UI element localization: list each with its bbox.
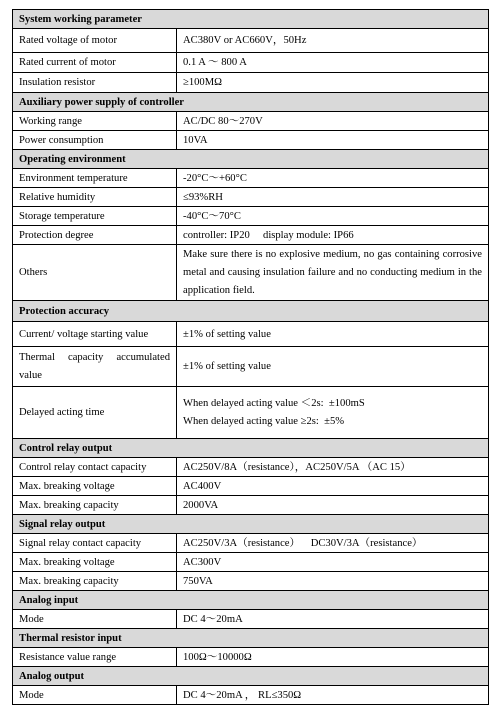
table-row (13, 245, 489, 301)
row-label: Power consumption (13, 131, 177, 150)
section-title: Analog output (13, 667, 489, 686)
table-row (13, 534, 489, 553)
section-title: Auxiliary power supply of controller (13, 93, 489, 112)
section-title: Thermal resistor input (13, 629, 489, 648)
table-row (13, 496, 489, 515)
row-label: Working range (13, 112, 177, 131)
section-header-control-relay (13, 439, 489, 458)
table-row (13, 169, 489, 188)
row-label: Max. breaking voltage (13, 553, 177, 572)
row-label: Delayed acting time (13, 387, 177, 439)
table-row (13, 226, 489, 245)
row-value: -20°C～+60°C (177, 169, 489, 188)
table-row (13, 686, 489, 705)
row-value: ≥100MΩ (177, 73, 489, 93)
row-label: Environment temperature (13, 169, 177, 188)
row-value: 0.1 A ～ 800 A (177, 53, 489, 73)
table-row (13, 322, 489, 347)
row-value: DC 4～20mA ， RL≤350Ω (177, 686, 489, 705)
row-label: Storage temperature (13, 207, 177, 226)
section-header-signal-relay (13, 515, 489, 534)
row-value: -40°C～70°C (177, 207, 489, 226)
table-row (13, 648, 489, 667)
row-label: Mode (13, 686, 177, 705)
row-value: Make sure there is no explosive medium, no gas containing corrosive metal and causing insulation failure and no conducting medium in the application field. (177, 245, 489, 301)
row-value: AC300V (177, 553, 489, 572)
table-row (13, 553, 489, 572)
row-label: Protection degree (13, 226, 177, 245)
value-line: When delayed acting value ≥2s: ±5% (183, 415, 345, 427)
section-header-accuracy (13, 301, 489, 322)
row-label: Rated current of motor (13, 53, 177, 73)
section-title: Signal relay output (13, 515, 489, 534)
row-label: Max. breaking voltage (13, 477, 177, 496)
table-row (13, 73, 489, 93)
row-value: 2000VA (177, 496, 489, 515)
table-row (13, 347, 489, 387)
value-line: When delayed acting value ＜2s: ±100mS (183, 397, 365, 409)
row-value: AC250V/3A（resistance） DC30V/3A（resistance） (177, 534, 489, 553)
row-label: Rated voltage of motor (13, 29, 177, 53)
section-header-analog-output (13, 667, 489, 686)
row-value: AC400V (177, 477, 489, 496)
row-label: Current/ voltage starting value (13, 322, 177, 347)
section-title: Control relay output (13, 439, 489, 458)
row-label: Insulation resistor (13, 73, 177, 93)
row-value: AC/DC 80～270V (177, 112, 489, 131)
row-label: Thermal capacity accumulated value (13, 347, 177, 387)
table-row (13, 131, 489, 150)
section-header-aux-power (13, 93, 489, 112)
row-label: Resistance value range (13, 648, 177, 667)
section-header-system (13, 10, 489, 29)
row-label: Signal relay contact capacity (13, 534, 177, 553)
row-value (177, 387, 489, 439)
row-value: ±1% of setting value (177, 347, 489, 387)
table-row (13, 53, 489, 73)
table-row (13, 188, 489, 207)
section-title: Analog input (13, 591, 489, 610)
table-row (13, 572, 489, 591)
row-label: Control relay contact capacity (13, 458, 177, 477)
table-row (13, 207, 489, 226)
row-label: Relative humidity (13, 188, 177, 207)
row-value: AC250V/8A（resistance），AC250V/5A （AC 15） (177, 458, 489, 477)
row-label: Max. breaking capacity (13, 572, 177, 591)
table-row (13, 387, 489, 439)
row-value: controller: IP20 display module: IP66 (177, 226, 489, 245)
spec-table (12, 9, 489, 705)
row-value: DC 4～20mA (177, 610, 489, 629)
section-header-environment (13, 150, 489, 169)
section-title: System working parameter (13, 10, 489, 29)
section-title: Protection accuracy (13, 301, 489, 322)
section-header-thermal-input (13, 629, 489, 648)
row-value: 10VA (177, 131, 489, 150)
table-row (13, 458, 489, 477)
table-row (13, 477, 489, 496)
table-row (13, 112, 489, 131)
row-label: Others (13, 245, 177, 301)
table-row (13, 29, 489, 53)
row-value: AC380V or AC660V，50Hz (177, 29, 489, 53)
row-value: 750VA (177, 572, 489, 591)
row-label: Mode (13, 610, 177, 629)
row-value: ±1% of setting value (177, 322, 489, 347)
row-label: Max. breaking capacity (13, 496, 177, 515)
section-title: Operating environment (13, 150, 489, 169)
section-header-analog-input (13, 591, 489, 610)
row-value: ≤93%RH (177, 188, 489, 207)
row-value: 100Ω～10000Ω (177, 648, 489, 667)
table-row (13, 610, 489, 629)
